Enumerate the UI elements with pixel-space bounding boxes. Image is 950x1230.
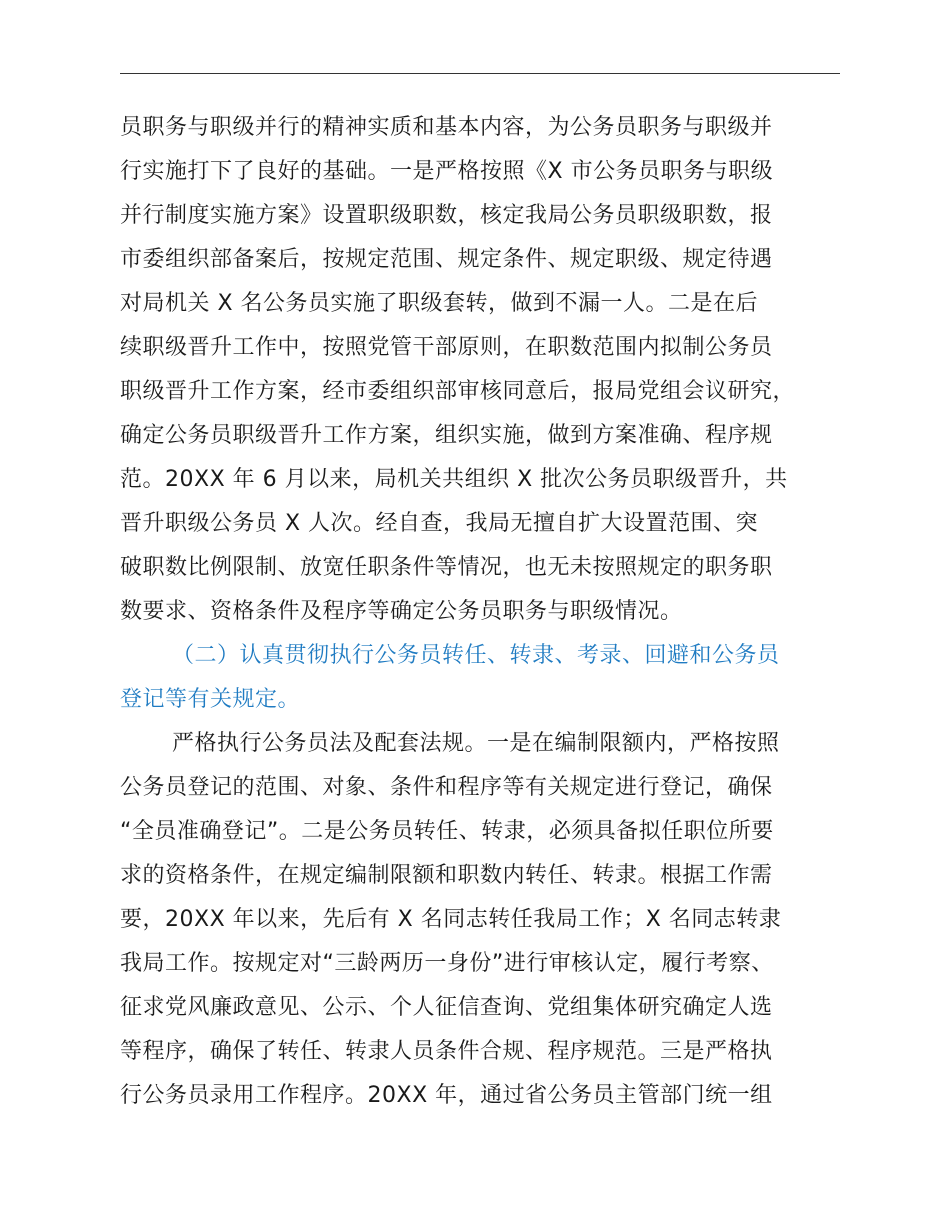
text-line: 职级晋升工作方案，经市委组织部审核同意后，报局党组会议研究，: [120, 379, 796, 404]
text-line: 数要求、资格条件及程序等确定公务员职务与职级情况。: [120, 599, 683, 624]
text-line: 求的资格条件，在规定编制限额和职数内转任、转隶。根据工作需: [120, 863, 773, 888]
header-rule: [120, 73, 840, 74]
text-line: 行公务员录用工作程序。20XX 年，通过省公务员主管部门统一组: [120, 1083, 773, 1108]
text-line: 等程序，确保了转任、转隶人员条件合规、程序规范。三是严格执: [120, 1039, 773, 1064]
text-line: 晋升职级公务员 X 人次。经自查，我局无擅自扩大设置范围、突: [120, 511, 759, 536]
text-line: “全员准确登记”。二是公务员转任、转隶，必须具备拟任职位所要: [120, 819, 774, 844]
text-line: 我局工作。按规定对“三龄两历一身份”进行审核认定，履行考察、: [120, 951, 774, 976]
text-line: 要，20XX 年以来，先后有 X 名同志转任我局工作；X 名同志转隶: [120, 907, 782, 932]
section-heading-line: （二）认真贯彻执行公务员转任、转隶、考录、回避和公务员: [172, 643, 780, 668]
section-heading-line: 登记等有关规定。: [120, 687, 301, 712]
text-line: 市委组织部备案后，按规定范围、规定条件、规定职级、规定待遇: [120, 247, 773, 272]
text-line: 行实施打下了良好的基础。一是严格按照《X 市公务员职务与职级: [120, 159, 774, 184]
text-line: 续职级晋升工作中，按照党管干部原则，在职数范围内拟制公务员: [120, 335, 773, 360]
text-line: 确定公务员职级晋升工作方案，组织实施，做到方案准确、程序规: [120, 423, 773, 448]
text-line: 范。20XX 年 6 月以来，局机关共组织 X 批次公务员职级晋升，共: [120, 467, 788, 492]
text-line: 对局机关 X 名公务员实施了职级套转，做到不漏一人。二是在后: [120, 291, 759, 316]
text-line: 破职数比例限制、放宽任职条件等情况，也无未按照规定的职务职: [120, 555, 773, 580]
text-line: 员职务与职级并行的精神实质和基本内容，为公务员职务与职级并: [120, 115, 773, 140]
text-line: 公务员登记的范围、对象、条件和程序等有关规定进行登记，确保: [120, 775, 773, 800]
text-line: 严格执行公务员法及配套法规。一是在编制限额内，严格按照: [172, 731, 780, 756]
text-line: 征求党风廉政意见、公示、个人征信查询、党组集体研究确定人选: [120, 995, 773, 1020]
text-line: 并行制度实施方案》设置职级职数，核定我局公务员职级职数，报: [120, 203, 773, 228]
